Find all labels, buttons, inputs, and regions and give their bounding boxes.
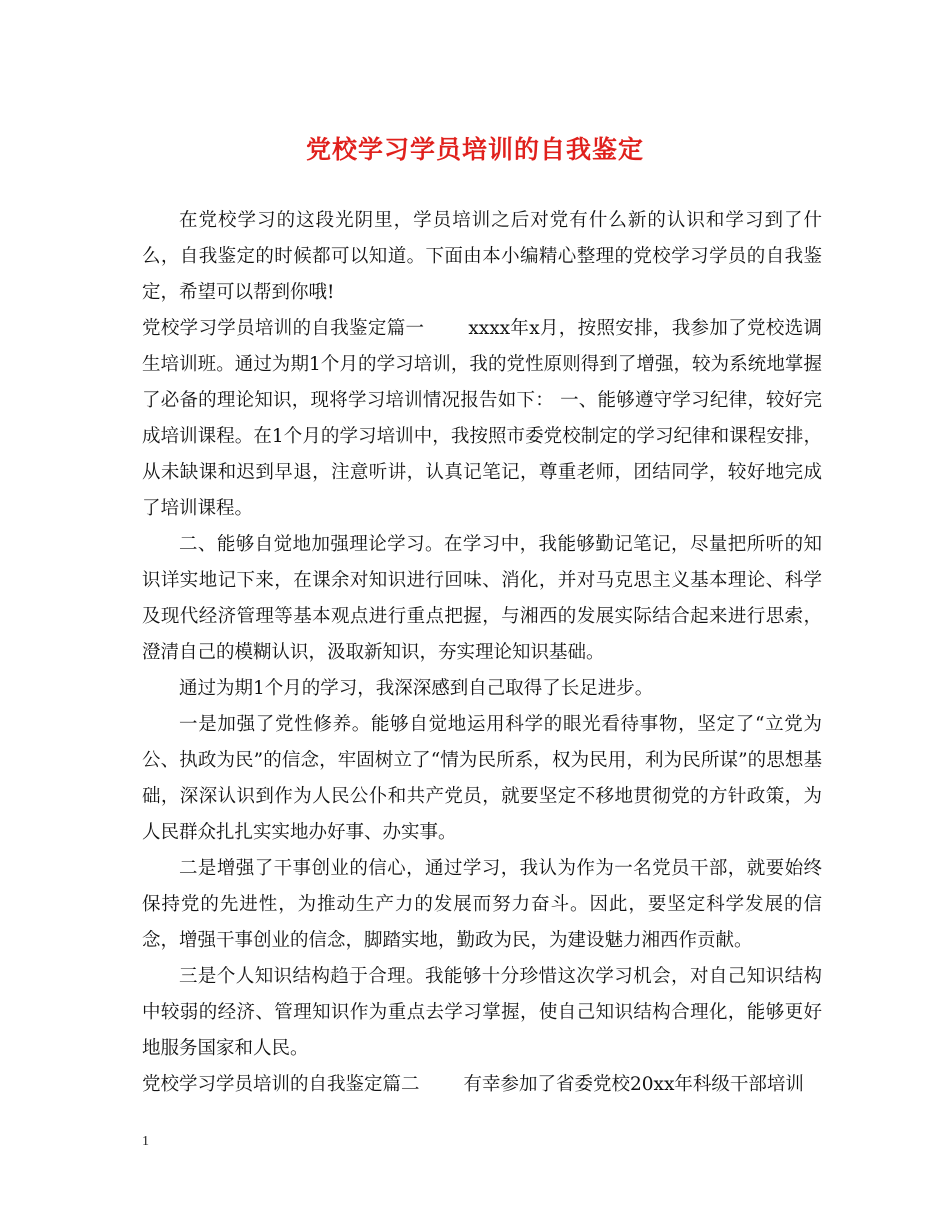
section-1-paragraph: [142, 311, 822, 527]
section-2-paragraph: [142, 1067, 822, 1103]
paragraph-theory-study: 二、能够自觉地加强理论学习。在学习中，我能够勤记笔记，尽量把所听的知识详实地记下来，在课余对知识进行回味、消化，并对马克思主义基本理论、科学及现代经济管理等基本观点进行重点把握，与湘西的发展实际结合起来进行思索，澄清自己的模糊认识，汲取新知识，夯实理论知识基础。: [142, 534, 822, 663]
document-body: [142, 203, 822, 1103]
paragraph-confidence: 二是增强了干事创业的信心，通过学习，我认为作为一名党员干部，就要始终保持党的先进性，为推动生产力的发展而努力奋斗。因此，要坚定科学发展的信念，增强干事创业的信念，脚踏实地，勤政为民，为建设魅力湘西作贡献。: [142, 858, 822, 951]
section-2-text: 有幸参加了省委党校20xx年科级干部培训: [463, 1074, 804, 1095]
paragraph-party-spirit: 一是加强了党性修养。能够自觉地运用科学的眼光看待事物，坚定了“立党为公、执政为民”的信念，牢固树立了“情为民所系，权为民用，利为民所谋”的思想基础，深深认识到作为人民公仆和共产党员，就要坚定不移地贯彻党的方针政策，为人民群众扎扎实实地办好事、办实事。: [142, 714, 822, 843]
page-number: 1: [142, 1134, 149, 1149]
document-title: 党校学习学员培训的自我鉴定: [305, 135, 644, 164]
section-1-text: xxxx年x月，按照安排，我参加了党校选调生培训班。通过为期1个月的学习培训，我的党性原则得到了增强，较为系统地掌握了必备的理论知识，现将学习培训情况报告如下： 一、能够遵守学习纪律，较好完成培训课程。在1个月的学习培训中，我按照市委党校制定的学习纪律和课程安排，从未缺课和迟到早退，注意听讲，认真记笔记，尊重老师，团结同学，较好地完成了培训课程。: [142, 318, 822, 519]
section-2-heading: 党校学习学员培训的自我鉴定篇二: [142, 1074, 420, 1095]
intro-paragraph: 在党校学习的这段光阴里，学员培训之后对党有什么新的认识和学习到了什么，自我鉴定的时候都可以知道。下面由本小编精心整理的党校学习学员的自我鉴定，希望可以帮到你哦!: [142, 210, 822, 303]
paragraph-knowledge-structure: 三是个人知识结构趋于合理。我能够十分珍惜这次学习机会，对自己知识结构中较弱的经济、管理知识作为重点去学习掌握，使自己知识结构合理化，能够更好地服务国家和人民。: [142, 966, 822, 1059]
paragraph-progress: 通过为期1个月的学习，我深深感到自己取得了长足进步。: [179, 678, 654, 699]
section-1-heading: 党校学习学员培训的自我鉴定篇一: [142, 318, 425, 339]
